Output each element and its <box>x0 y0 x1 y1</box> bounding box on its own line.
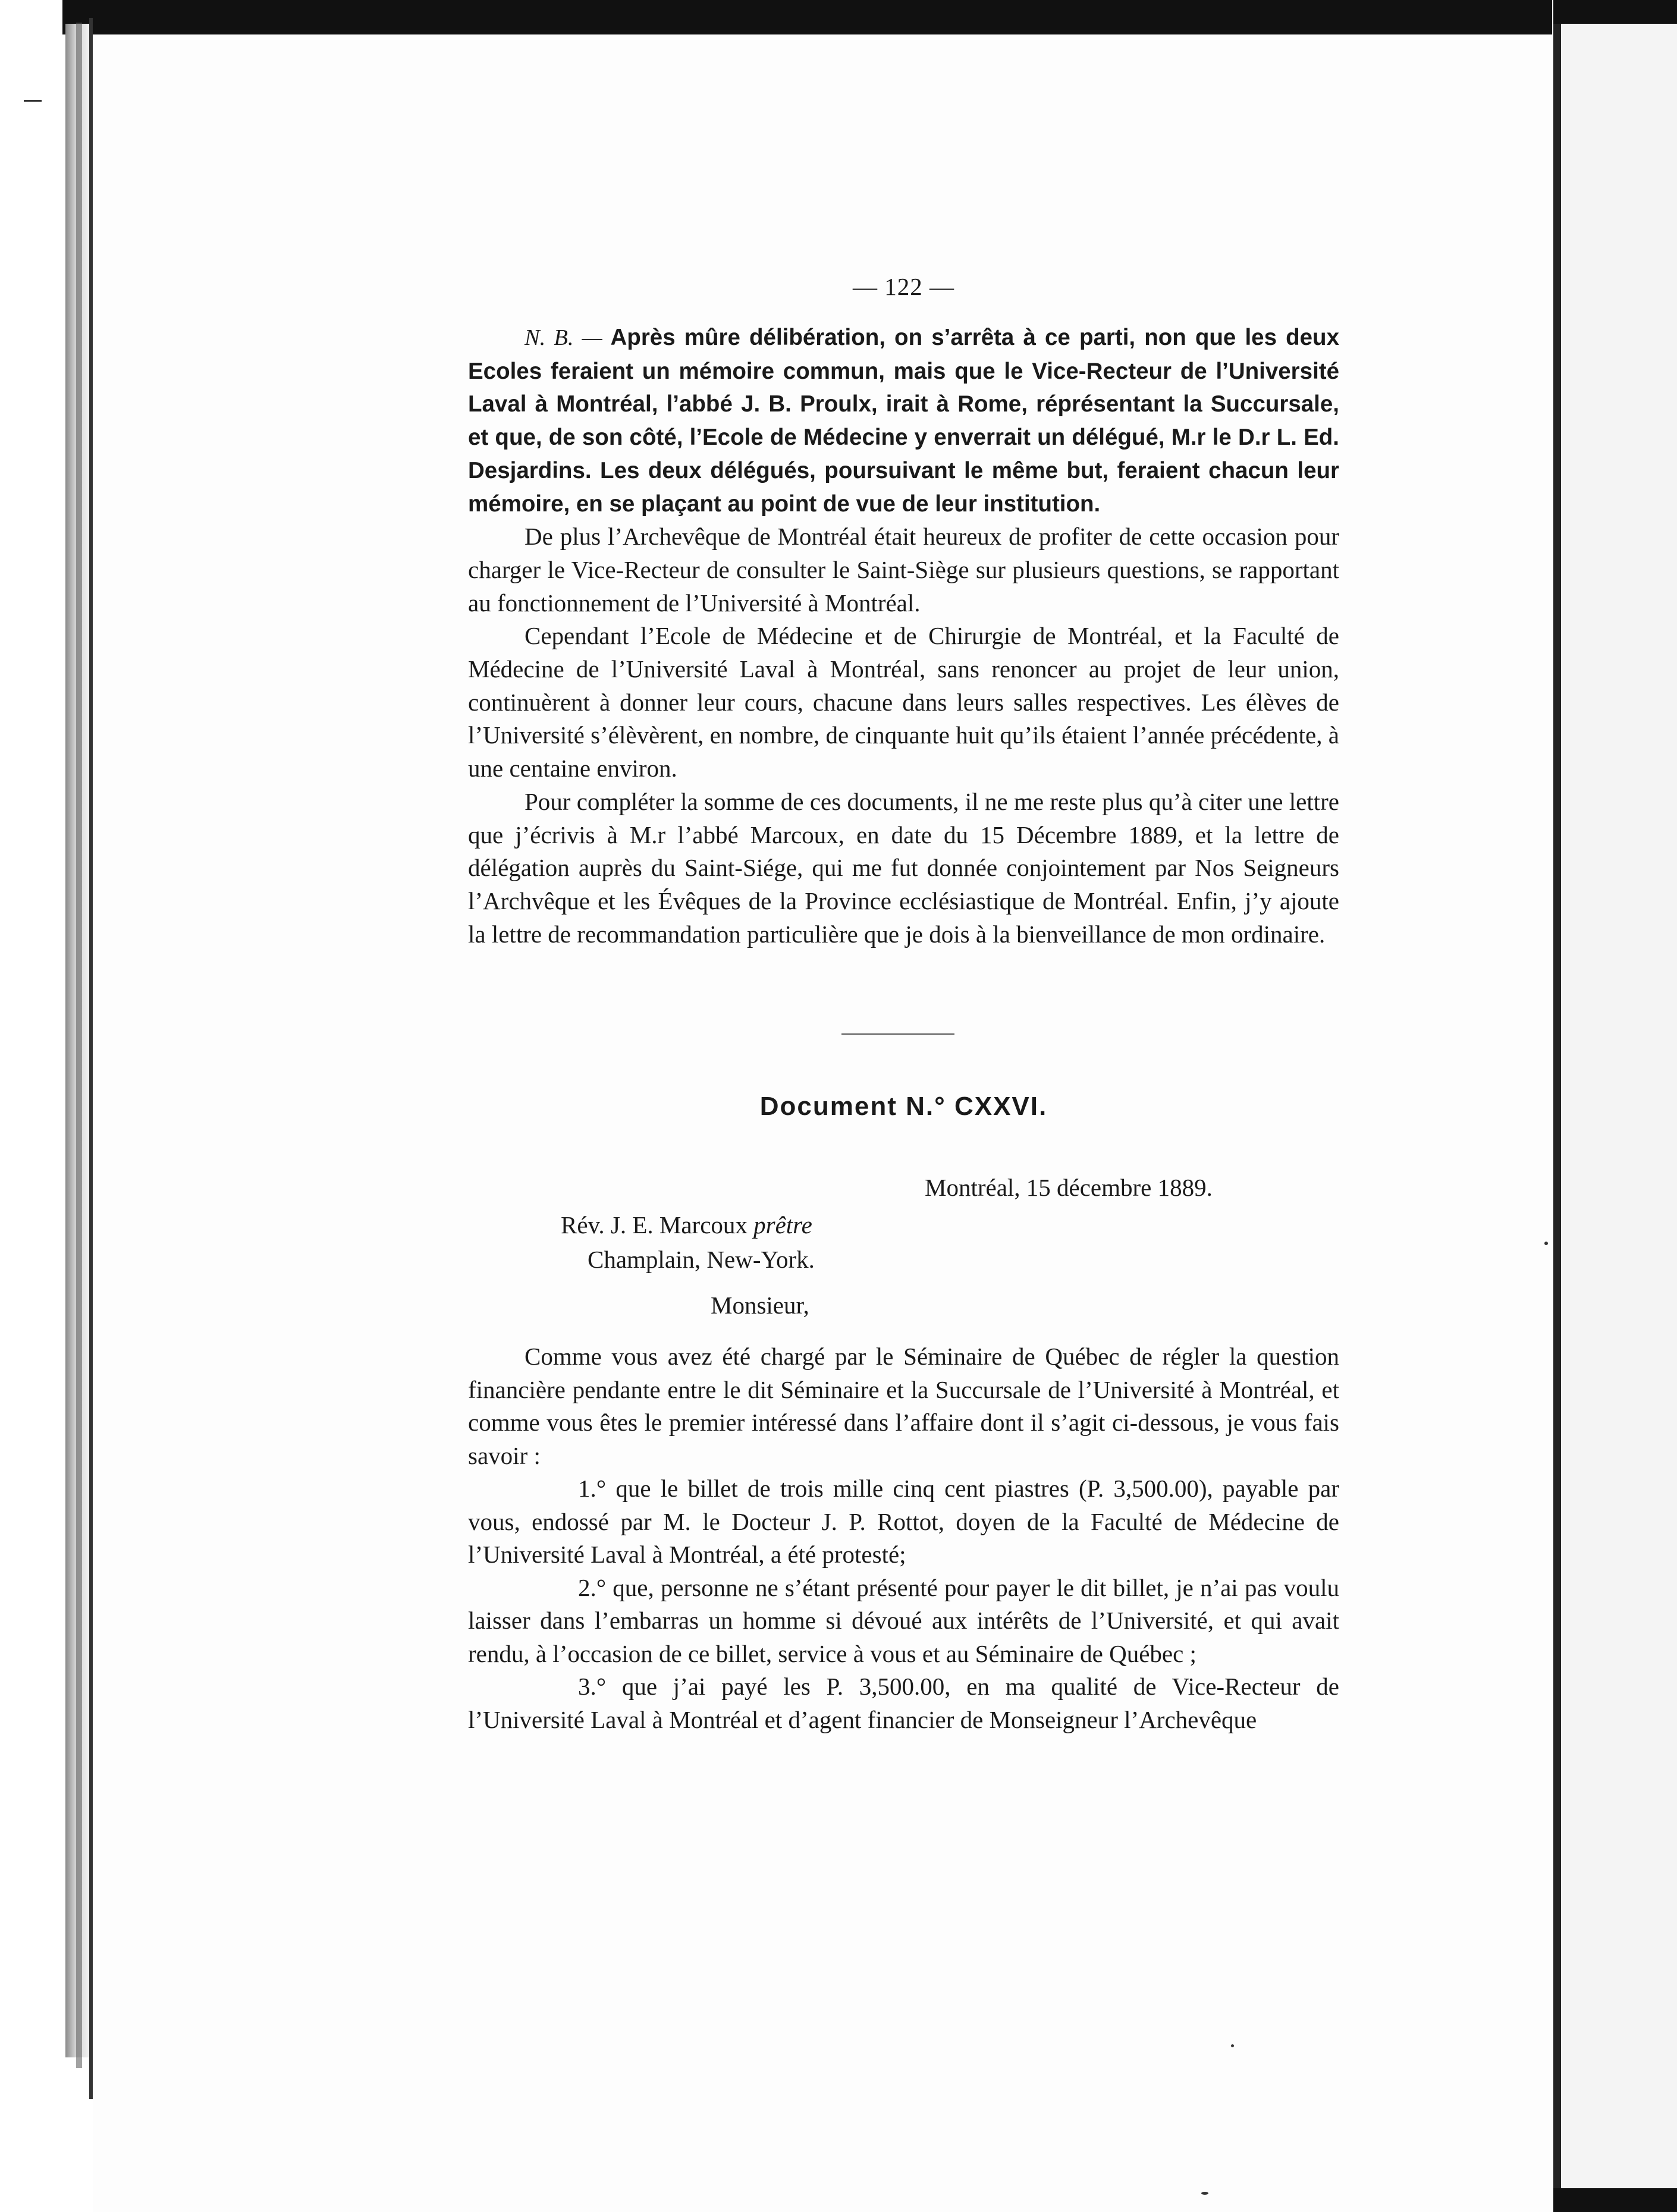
letter-item: 1.° que le billet de trois mille cinq cent piastres (P. 3,500.00), payable par vous, endossé par M. le Docteur J. P. Rottot, doyen de la Faculté de Médecine de l’Université Laval à Montréal, a été protesté; <box>468 1475 1339 1568</box>
paragraph-text: Après mûre délibération, on s’arrêta à ce parti, non que les deux Ecoles feraient un mémoire commun, mais que le Vice-Recteur de l’Université Laval à Montréal, l’abbé J. B. Proulx, irait à Rome, réprésentant la Succursale, et que, de son côté, l’Ecole de Médecine y enverrait un délégué, M.r le D.r L. Ed. Desjardins. Les deux délégués, poursuivant le même but, feraient chacun leur mémoire, en se plaçant au point de vue de leur institution. <box>468 325 1339 517</box>
addressee-name: Rév. J. E. Marcoux <box>561 1211 748 1239</box>
paragraph: De plus l’Archevêque de Montréal était heureux de profiter de cette occasion pour charger le Vice-Recteur de consulter le Saint-Siège sur plusieurs questions, se rapportant au fonctionnement de l’Université à Montréal. <box>468 523 1339 617</box>
letter-addressee <box>561 1211 812 1239</box>
paragraph: Cependant l’Ecole de Médecine et de Chirurgie de Montréal, et la Faculté de Médecine de l’Université Laval à Montréal, sans renoncer au projet de leur union, continuèrent à donner leur cours, chacune dans leurs salles respectives. Les élèves de l’Université s’élèvèrent, en nombre, de cinquante huit qu’ils étaient l’année précédente, à une centaine environ. <box>468 622 1339 783</box>
document-title-text: Document N.° CXXVI. <box>759 1092 1048 1121</box>
letter-salutation: Monsieur, <box>711 1292 809 1319</box>
paragraph: Pour compléter la somme de ces documents, il ne me reste plus qu’à citer une lettre que j’écrivis à M.r l’abbé Marcoux, en date du 15 Décembre 1889, et la lettre de délégation auprès du Saint-Siége, qui me fut donnée conjointement par Nos Seigneurs l’Archvêque et les Évêques de la Province ecclésiastique de Montréal. Enfin, j’y ajoute la lettre de recommandation particulière que je dois à la bienveillance de mon ordinaire. <box>468 787 1339 948</box>
letter-body <box>468 1340 1339 1736</box>
scan-speck <box>1544 1242 1548 1245</box>
document-title <box>468 1092 1339 1121</box>
paragraph-nb <box>468 321 1339 520</box>
scan-speck <box>1201 2192 1208 2195</box>
facing-page <box>1561 24 1677 2188</box>
letter-item: 2.° que, personne ne s’étant présenté pour payer le dit billet, je n’ai pas voulu laisser dans l’embarras un homme si dévoué aux intérêts de l’Université, et qui avait rendu, à l’occasion de ce billet, service à vous et au Séminaire de Québec ; <box>468 1573 1339 1667</box>
addressee-title: prêtre <box>753 1211 812 1239</box>
nb-label: N. B. — <box>525 325 602 350</box>
scan-margin-left <box>0 0 62 2212</box>
scan-border-top <box>62 0 1552 34</box>
letter-addressee-place: Champlain, New-York. <box>588 1246 815 1273</box>
facing-page-edge <box>1553 24 1562 2188</box>
book-spine-edge <box>76 23 82 2068</box>
scan-speck <box>1231 2044 1234 2047</box>
letter-item: 3.° que j’ai payé les P. 3,500.00, en ma qualité de Vice-Recteur de l’Université Laval à Montréal et d’agent financier de Monseigneur l’Archevêque <box>468 1673 1339 1733</box>
main-text-block <box>468 321 1339 951</box>
letter-dateline: Montréal, 15 décembre 1889. <box>925 1174 1213 1201</box>
section-divider <box>841 1033 954 1035</box>
letter-intro: Comme vous avez été chargé par le Séminaire de Québec de régler la question financière pendante entre le dit Séminaire et la Succursale de l’Université à Montréal, et comme vous êtes le premier intéressé dans l’affaire dont il s’agit ci-dessous, je vous fais savoir : <box>468 1343 1339 1469</box>
page-number: — 122 — <box>853 273 954 300</box>
scan-speck <box>24 100 42 102</box>
